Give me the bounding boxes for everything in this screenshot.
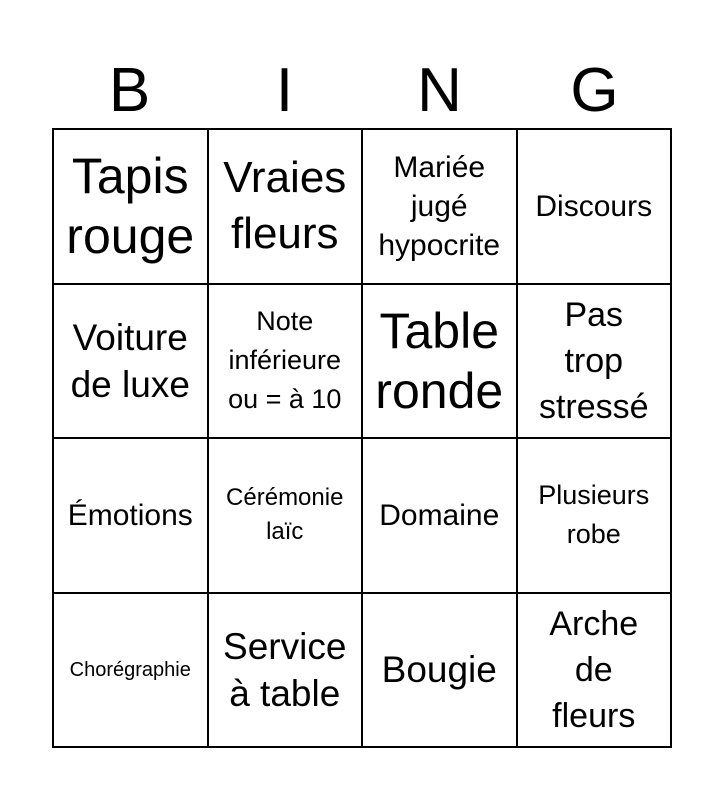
bingo-cell[interactable] bbox=[363, 130, 518, 285]
cell-label: Bougie bbox=[381, 649, 497, 691]
bingo-cell[interactable] bbox=[518, 285, 673, 440]
header-letter-i: I bbox=[275, 56, 294, 125]
cell-label: Arche de fleurs bbox=[549, 604, 639, 735]
bingo-cell[interactable] bbox=[209, 594, 364, 749]
bingo-cell[interactable] bbox=[363, 594, 518, 749]
bingo-grid bbox=[52, 128, 672, 748]
bingo-cell[interactable] bbox=[363, 285, 518, 440]
cell-label: Table ronde bbox=[375, 302, 504, 419]
header-letter-g: G bbox=[570, 56, 619, 125]
bingo-cell[interactable] bbox=[54, 130, 209, 285]
cell-label: Tapis rouge bbox=[66, 148, 195, 265]
bingo-header bbox=[52, 54, 672, 128]
header-letter-b: B bbox=[108, 56, 151, 125]
cell-label: Émotions bbox=[67, 498, 193, 532]
bingo-cell[interactable] bbox=[209, 439, 364, 594]
cell-label: Discours bbox=[535, 189, 653, 223]
cell-label: Pas trop stressé bbox=[538, 295, 649, 426]
bingo-cell[interactable] bbox=[363, 439, 518, 594]
cell-label: Plusieurs robe bbox=[538, 480, 650, 550]
cell-label: Service à table bbox=[223, 625, 347, 714]
bingo-cell[interactable] bbox=[518, 130, 673, 285]
bingo-cell[interactable] bbox=[518, 594, 673, 749]
bingo-cell[interactable] bbox=[518, 439, 673, 594]
cell-label: Chorégraphie bbox=[69, 658, 191, 681]
cell-label: Cérémonie laïc bbox=[226, 484, 344, 546]
cell-label: Note inférieure ou = à 10 bbox=[228, 306, 342, 415]
bingo-cell[interactable] bbox=[54, 285, 209, 440]
bingo-cell[interactable] bbox=[54, 594, 209, 749]
cell-label: Voiture de luxe bbox=[70, 316, 190, 405]
bingo-cell[interactable] bbox=[209, 285, 364, 440]
bingo-cell[interactable] bbox=[209, 130, 364, 285]
bingo-cell[interactable] bbox=[54, 439, 209, 594]
header-letter-n: N bbox=[417, 56, 462, 125]
cell-label: Mariée jugé hypocrite bbox=[378, 150, 501, 262]
cell-label: Vraies fleurs bbox=[223, 153, 347, 259]
cell-label: Domaine bbox=[379, 498, 500, 532]
